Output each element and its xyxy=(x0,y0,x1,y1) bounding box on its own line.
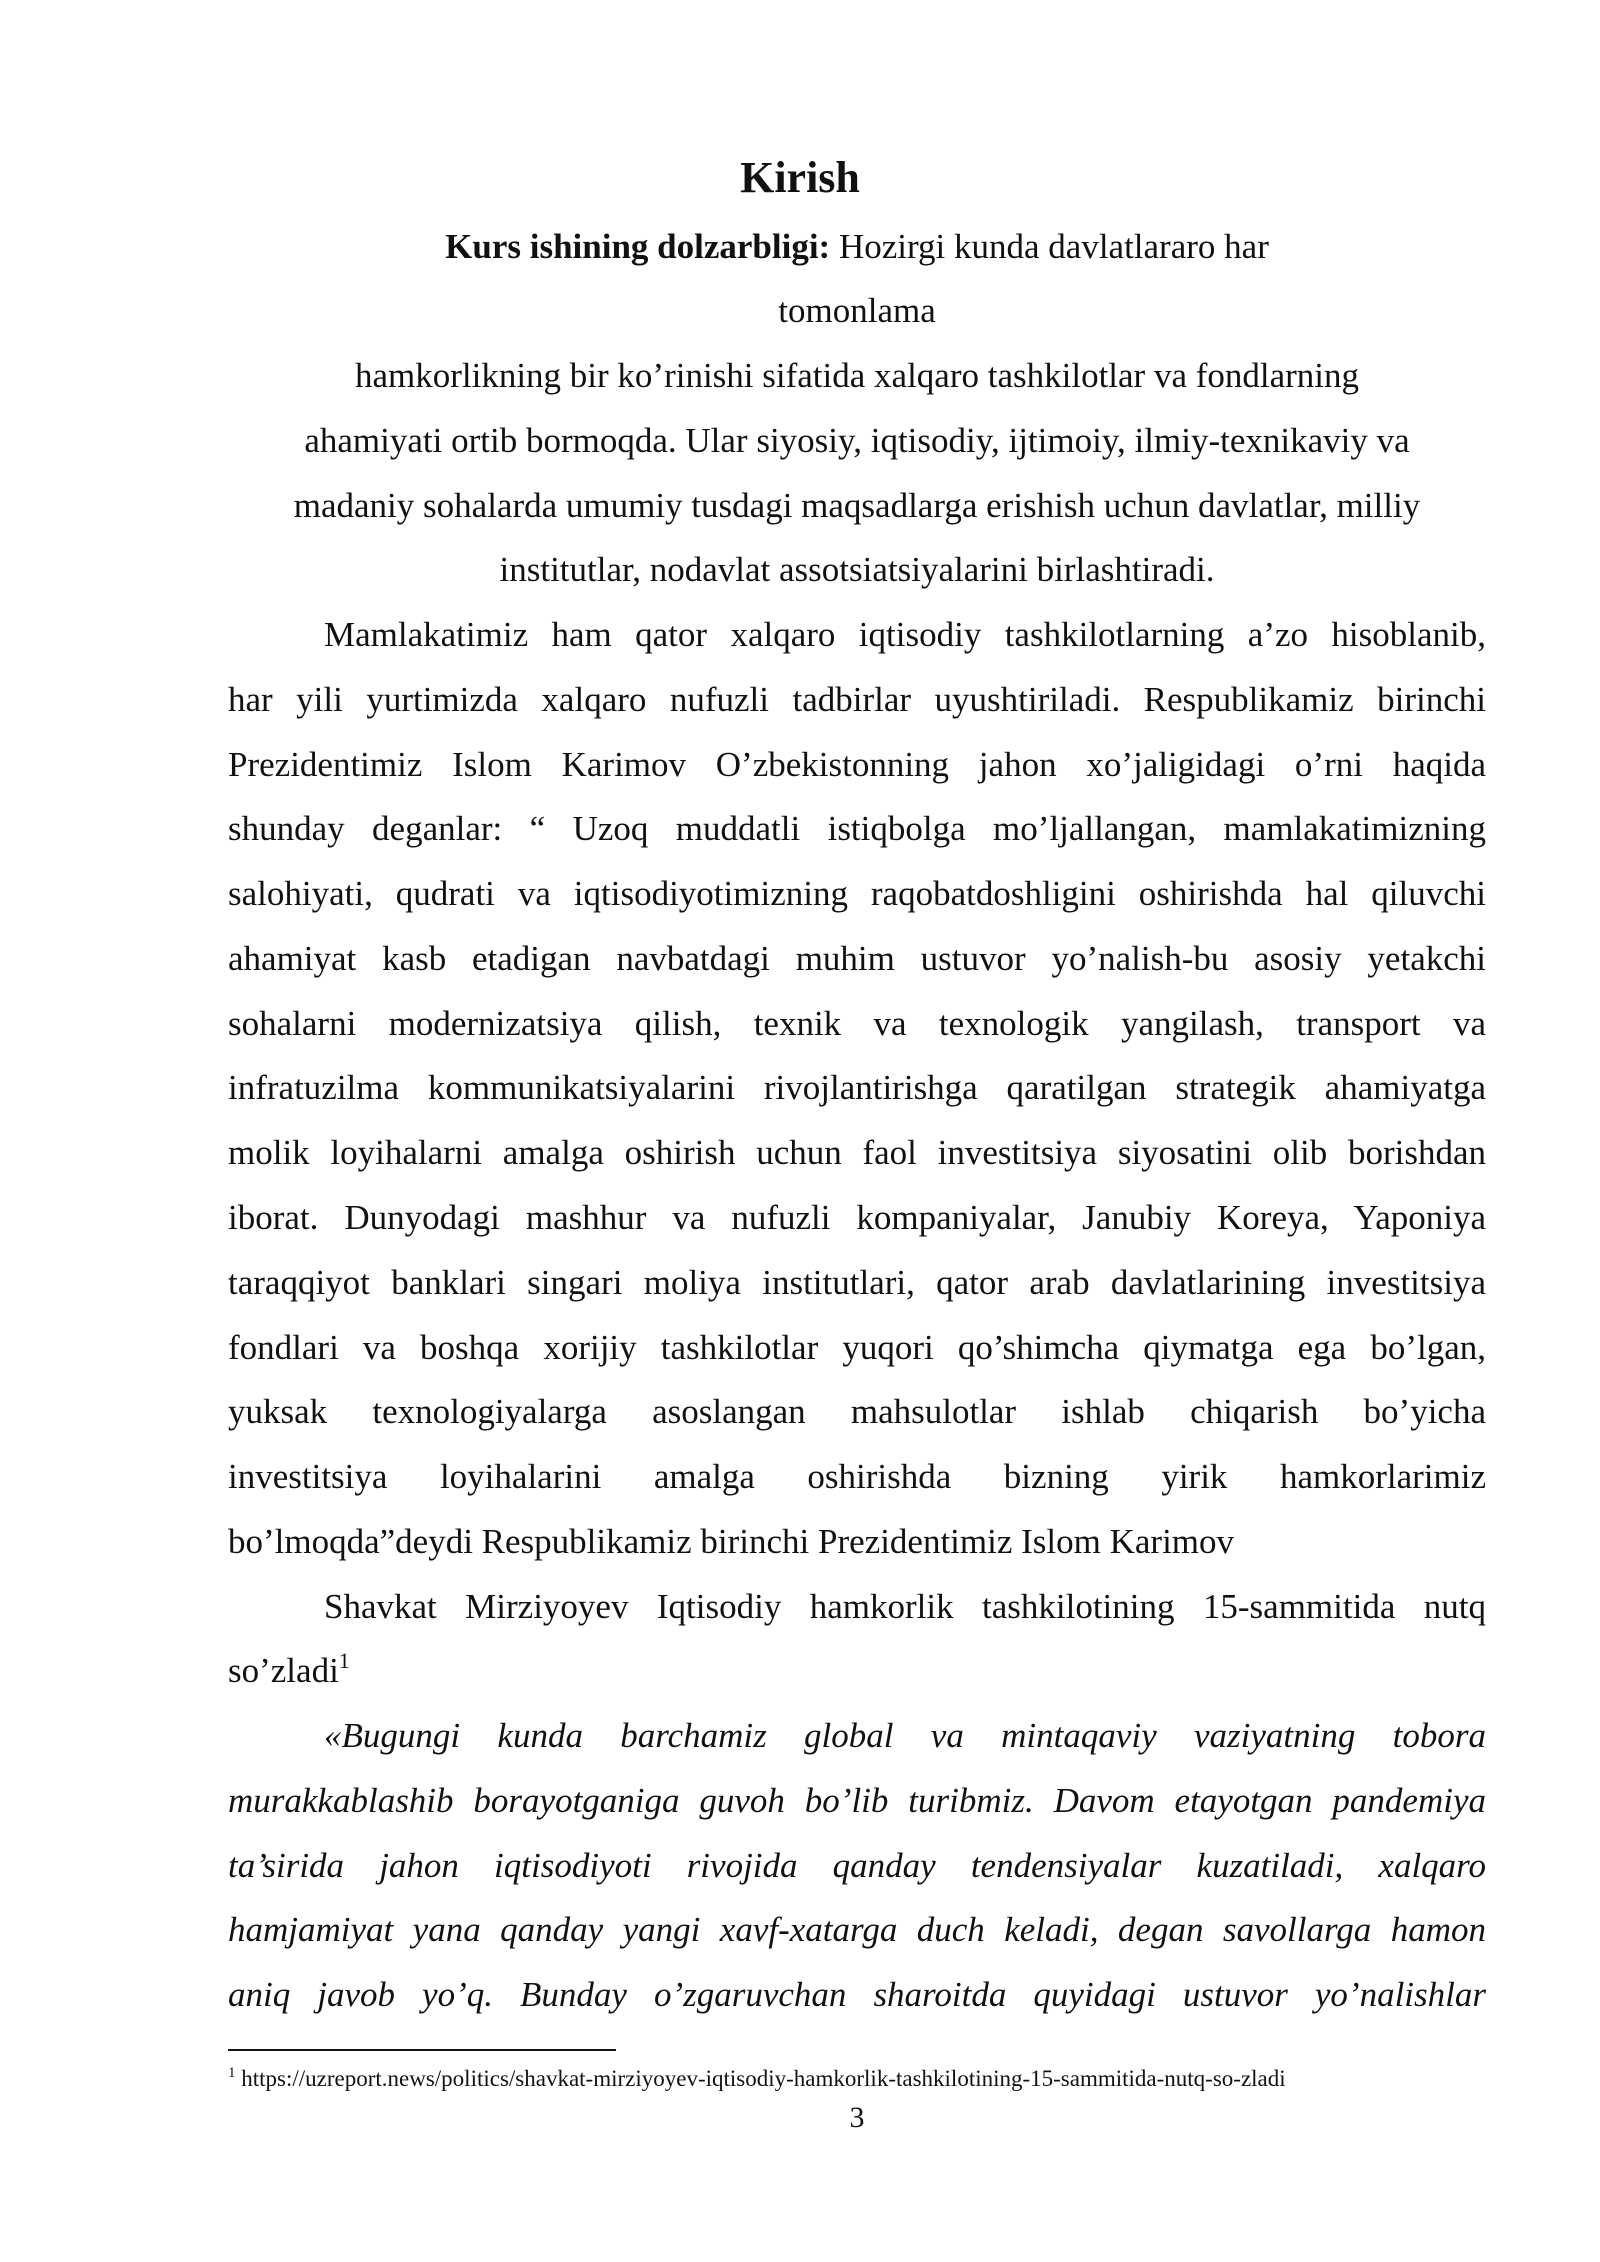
intro-line-6: institutlar, nodavlat assotsiatsiyalarini birlashtiradi. xyxy=(499,550,1215,589)
paragraph-2-line: fondlari va boshqa xorijiy tashkilotlar yuqori qo’shimcha qiymatga ega bo’lgan, xyxy=(228,1328,1486,1367)
paragraph-3-text: so’zladi xyxy=(228,1651,339,1690)
intro-line-2: tomonlama xyxy=(778,291,936,330)
intro-line-1-text: Hozirgi kunda davlatlararo har xyxy=(830,227,1269,266)
quote-line: aniq javob yo’q. Bunday o’zgaruvchan sharoitda quyidagi ustuvor yo’nalishlar xyxy=(228,1975,1486,2014)
paragraph-2-line: salohiyati, qudrati va iqtisodiyotimizning raqobatdoshligini oshirishda hal qiluvchi xyxy=(228,874,1486,913)
intro-line-5: madaniy sohalarda umumiy tusdagi maqsadlarga erishish uchun davlatlar, milliy xyxy=(293,486,1421,525)
page-number: 3 xyxy=(849,2101,865,2134)
paragraph-3-line-2 xyxy=(228,1646,1486,1696)
paragraph-2-line: har yili yurtimizda xalqaro nufuzli tadbirlar uyushtiriladi. Respublikamiz birinchi xyxy=(228,680,1486,719)
quote-line: hamjamiyat yana qanday yangi xavf-xatarga duch keladi, degan savollarga hamon xyxy=(228,1910,1486,1949)
footnote-reference[interactable]: 1 xyxy=(338,1648,350,1673)
quote-line: ta’sirida jahon iqtisodiyoti rivojida qanday tendensiyalar kuzatiladi, xalqaro xyxy=(228,1846,1486,1885)
paragraph-2-line: investitsiya loyihalarini amalga oshirishda bizning yirik hamkorlarimiz xyxy=(228,1457,1486,1496)
footnote xyxy=(228,2064,1528,2094)
paragraph-2-line: Mamlakatimiz ham qator xalqaro iqtisodiy tashkilotlarning a’zo hisoblanib, xyxy=(324,615,1486,654)
paragraph-2-line: iborat. Dunyodagi mashhur va nufuzli kompaniyalar, Janubiy Koreya, Yaponiya xyxy=(228,1198,1486,1237)
footnote-marker: 1 xyxy=(228,2065,236,2081)
paragraph-2-line: Prezidentimiz Islom Karimov O’zbekistonning jahon xo’jaligidagi o’rni haqida xyxy=(228,745,1486,784)
intro-label: Kurs ishining dolzarbligi: xyxy=(445,227,831,266)
paragraph-2-line: ahamiyat kasb etadigan navbatdagi muhim ustuvor yo’nalish-bu asosiy yetakchi xyxy=(228,939,1486,978)
paragraph-2-line: sohalarni modernizatsiya qilish, texnik va texnologik yangilash, transport va xyxy=(228,1004,1486,1043)
quote-line: «Bugungi kunda barchamiz global va mintaqaviy vaziyatning tobora xyxy=(324,1716,1486,1755)
paragraph-2-line: molik loyihalarni amalga oshirish uchun faol investitsiya siyosatini olib borishdan xyxy=(228,1133,1486,1172)
paragraph-2-line: bo’lmoqda”deydi Respublikamiz birinchi Prezidentimiz Islom Karimov xyxy=(228,1522,1235,1561)
paragraph-2-line: infratuzilma kommunikatsiyalarini rivojlantirishga qaratilgan strategik ahamiyatga xyxy=(228,1068,1486,1107)
paragraph-2-line: shunday deganlar: “ Uzoq muddatli istiqbolga mo’ljallangan, mamlakatimizning xyxy=(228,809,1486,848)
intro-line-1 xyxy=(0,222,1600,272)
paragraph-2-line: taraqqiyot banklari singari moliya institutlari, qator arab davlatlarining investitsiya xyxy=(228,1263,1486,1302)
intro-line-3: hamkorlikning bir ko’rinishi sifatida xalqaro tashkilotlar va fondlarning xyxy=(354,356,1360,395)
quote-line: murakkablashib borayotganiga guvoh bo’lib turibmiz. Davom etayotgan pandemiya xyxy=(228,1781,1486,1820)
page-title: Kirish xyxy=(740,153,860,202)
paragraph-3-line-1: Shavkat Mirziyoyev Iqtisodiy hamkorlik tashkilotining 15-sammitida nutq xyxy=(324,1587,1486,1626)
footnote-separator xyxy=(228,2049,616,2051)
footnote-link[interactable]: https://uzreport.news/politics/shavkat-mirziyoyev-iqtisodiy-hamkorlik-tashkilotining-15-sammitida-nutq-so-zladi xyxy=(235,2066,1286,2091)
paragraph-2-line: yuksak texnologiyalarga asoslangan mahsulotlar ishlab chiqarish bo’yicha xyxy=(228,1392,1486,1431)
intro-line-4: ahamiyati ortib bormoqda. Ular siyosiy, iqtisodiy, ijtimoiy, ilmiy-texnikaviy va xyxy=(304,421,1410,460)
